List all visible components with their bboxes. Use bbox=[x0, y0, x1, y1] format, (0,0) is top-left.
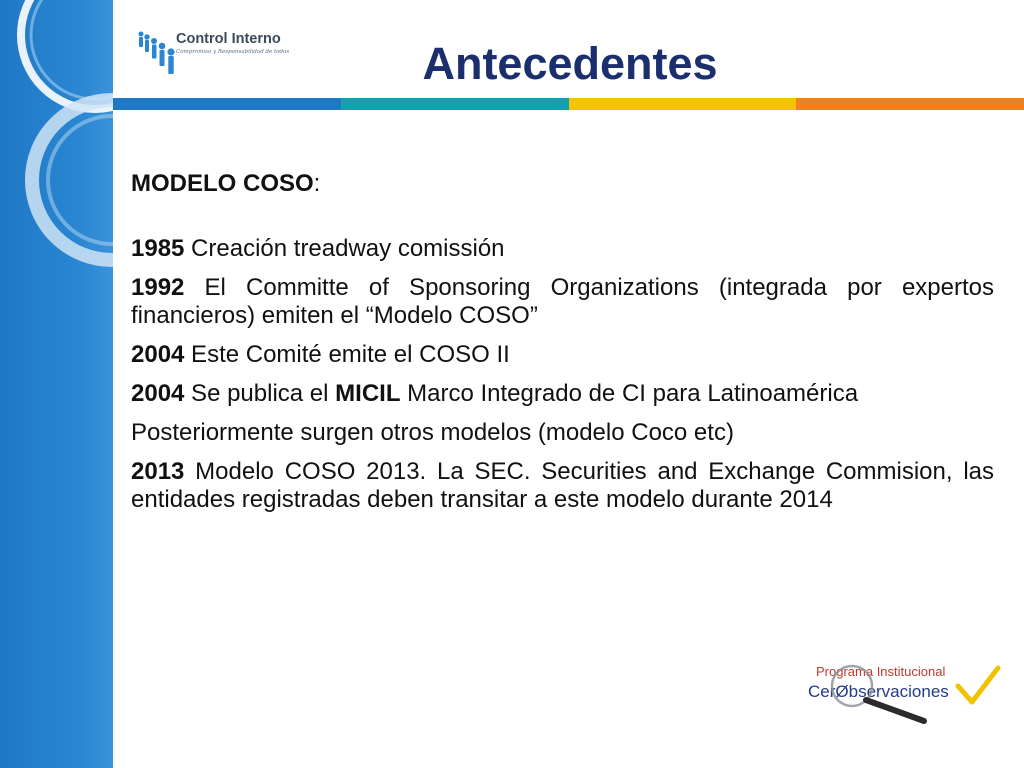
logo-line-2: CerØbservaciones bbox=[808, 682, 949, 701]
control-interno-logo bbox=[136, 28, 311, 76]
stripe-blue bbox=[113, 98, 341, 110]
people-chain-icon bbox=[136, 28, 176, 76]
heading-text: MODELO COSO bbox=[131, 170, 314, 197]
timeline-item-later-models bbox=[131, 419, 994, 447]
timeline-item-1992 bbox=[131, 274, 994, 330]
item-text: Posteriormente surgen otros modelos (modelo Coco etc) bbox=[131, 419, 734, 446]
item-text-after: Marco Integrado de CI para Latinoamérica bbox=[400, 380, 859, 407]
item-year: 2004 bbox=[131, 341, 185, 368]
slide-body bbox=[131, 170, 994, 525]
header-color-stripe bbox=[113, 98, 1024, 110]
item-year: 1992 bbox=[131, 274, 185, 301]
stripe-yellow bbox=[569, 98, 797, 110]
page-title: Antecedentes bbox=[422, 38, 718, 89]
item-text: Este Comité emite el COSO II bbox=[184, 341, 510, 368]
timeline-item-1985 bbox=[131, 235, 994, 263]
item-text-bold: MICIL bbox=[335, 380, 401, 407]
item-text: Modelo COSO 2013. La SEC. Securities and Exchange Commision, las entidades registradas deben transitar a este modelo durante 2014 bbox=[131, 458, 994, 513]
heading-colon: : bbox=[313, 170, 321, 197]
timeline-item-2004-micil bbox=[131, 380, 994, 408]
timeline-item-2004-coso-ii bbox=[131, 341, 994, 369]
logo-title: Control Interno bbox=[176, 31, 281, 47]
item-year: 2013 bbox=[131, 458, 185, 485]
item-text: Creación treadway comissión bbox=[184, 235, 505, 262]
item-year: 2004 bbox=[131, 380, 185, 407]
programa-institucional-logo bbox=[806, 656, 1006, 731]
magnifier-check-icon bbox=[806, 656, 1006, 731]
item-text: El Committe of Sponsoring Organizations (integrada por expertos financieros) emiten el “Modelo COSO” bbox=[131, 274, 994, 329]
stripe-orange bbox=[796, 98, 1024, 110]
section-heading bbox=[131, 170, 994, 198]
timeline-item-2013 bbox=[131, 458, 994, 514]
item-text-before: Se publica el bbox=[184, 380, 336, 407]
stripe-teal bbox=[341, 98, 569, 110]
item-year: 1985 bbox=[131, 235, 185, 262]
logo-line-1: Programa Institucional bbox=[816, 664, 946, 679]
logo-subtitle: Compromiso y Responsabilidad de todos bbox=[176, 49, 290, 55]
